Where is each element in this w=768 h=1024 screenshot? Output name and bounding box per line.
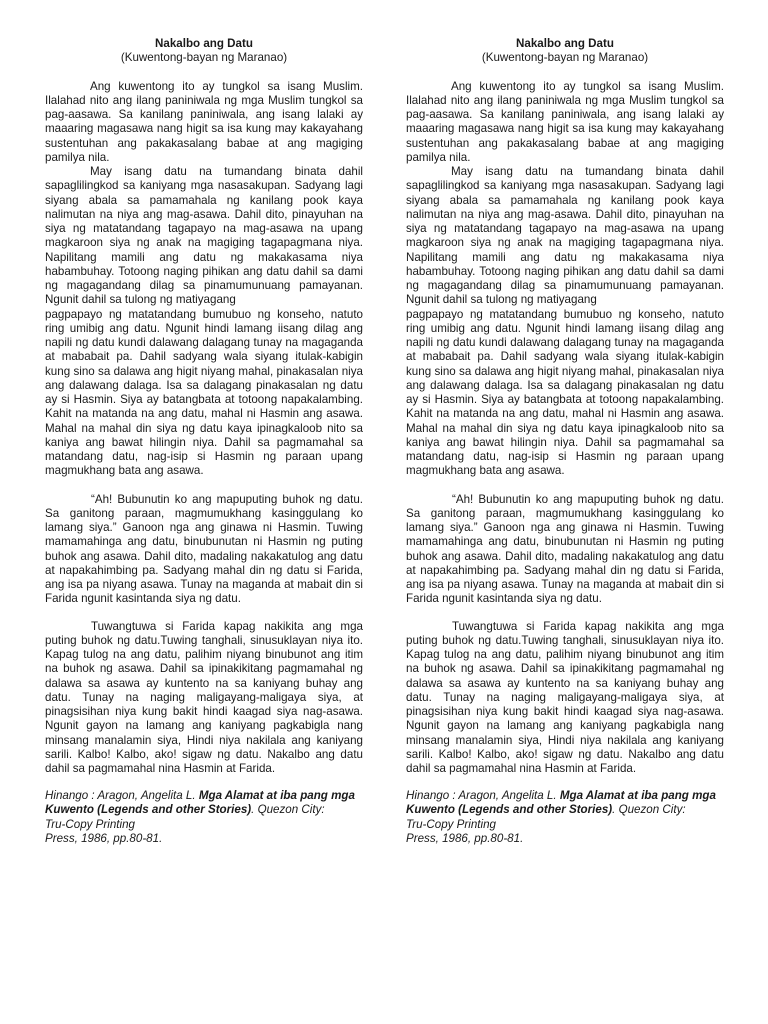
paragraph-council: pagpapayo ng matatandang bumubuo ng konseho, natuto ring umibig ang datu. Ngunit hindi lamang iisang dilag ang napili ng datu kundi dalawang dalagang tunay na magaganda at mababait pa. Dahil sadyang wala siyang itulak-kabigin kung sino sa dalawa ang higit niyang mahal, pinakasalan niya ang dalawang dalaga. Isa sa dalagang pinakasalan ng datu ay si Hasmin. Siya ay batangbata at totoong napakalambing. Kahit na matanda na ang datu, mahal ni Hasmin ang asawa. Mahal na mahal din siya ng datu kaya ipinagkaloob nito sa kaniya ang bawat hilingin niya. Dahil sa pagmamahal sa matandang datu, nag-isip si Hasmin ng paraan upang magmukhang bata ang asawa. [406,307,724,478]
citation-book-title-2: Kuwento (Legends and other Stories) [406,803,613,817]
story-title: Nakalbo ang Datu [155,37,253,50]
left-column [45,37,363,846]
paragraph-datu: May isang datu na tumandang binata dahil sapaglilingkod sa kaniyang mga nasasakupan. Sadyang lagi siyang abala sa pamamahala ng kanilang pook kaya nalimutan na niya ang mag-asawa. Dahil dito, pinayuhan na siya ng matatandang tagapayo na mag-asawa na upang magkaroon siya ng anak na magiging tagapagmana niya. Napilitang mamili ang datu ng makakasama niya habambuhay. Totoong naging pihikan ang datu dahil sa dami ng magagandang dilag sa pinamumunuang pamayanan. Ngunit dahil sa tulong ng matiyagang [45,165,363,307]
citation-book-title-2: Kuwento (Legends and other Stories) [45,803,252,817]
citation-book-title-1: Mga Alamat at iba pang mga [559,789,716,803]
citation-press: Press, 1986, pp.80-81. [45,831,163,845]
paragraph-hasmin-quote: “Ah! Bubunutin ko ang mapuputing buhok ng datu. Sa ganitong paraan, magmumukhang kasinggulang ko lamang siya.” Ganoon nga ang ginawa ni Hasmin. Tuwing mamamahinga ang datu, binubunutan ni Hasmin ng puting buhok ang asawa. Dahil dito, madaling nakakatulog ang datu at napakahimbing pa. Sadyang mahal din ng datu si Farida, ang isa pa niyang asawa. Tunay na maganda at mabait din si Farida ngunit kasintanda siya ng datu. [45,492,363,606]
paragraph-hasmin-quote: “Ah! Bubunutin ko ang mapuputing buhok ng datu. Sa ganitong paraan, magmumukhang kasinggulang ko lamang siya.” Ganoon nga ang ginawa ni Hasmin. Tuwing mamamahinga ang datu, binubunutan ni Hasmin ng puting buhok ang asawa. Dahil dito, madaling nakakatulog ang datu at napakahimbing pa. Sadyang mahal din ng datu si Farida, ang isa pa niyang asawa. Tunay na maganda at mabait din si Farida ngunit kasintanda siya ng datu. [406,492,724,606]
citation-publisher: Tru-Copy Printing [406,817,496,831]
citation-after-title: . Quezon City: [251,803,325,817]
citation-prefix: Hinango : Aragon, Angelita L. [45,789,199,803]
citation-publisher: Tru-Copy Printing [45,817,135,831]
paragraph-farida: Tuwangtuwa si Farida kapag nakikita ang mga puting buhok ng datu.Tuwing tanghali, sinusuklayan niya ito. Kapag tulog na ang datu, palihim niyang binubunot ang itim na buhok ng asawa. Dahil sa ipinakikitang pagmamahal ng dalawa sa asawa ay kuntento na sa kaniyang buhay ang datu. Tunay na naging maligayang-maligaya siya, at pinagsisihan niya kung bakit hindi kaagad siya nag-asawa. Ngunit gayon na lamang ang kaniyang pagkabigla nang minsang manalamin siya, Hindi niya nakilala ang kaniyang sarili. Kalbo! Kalbo, ako! sigaw ng datu. Nakalbo ang datu dahil sa pagmamahal nina Hasmin at Farida. [45,619,363,775]
citation-prefix: Hinango : Aragon, Angelita L. [406,789,560,803]
story-subtitle: (Kuwentong-bayan ng Maranao) [120,51,288,65]
paragraph-intro: Ang kuwentong ito ay tungkol sa isang Muslim. Ilalahad nito ang ilang paniniwala ng mga Muslim tungkol sa pag-aasawa. Sa kanilang paniniwala, ang isang lalaki ay maaaring magasawa nang higit sa isa kung may kakayahang sustentuhan ang pakakasalang babae at ang magiging pamilya nila. [406,79,724,164]
paragraph-datu: May isang datu na tumandang binata dahil sapaglilingkod sa kaniyang mga nasasakupan. Sadyang lagi siyang abala sa pamamahala ng kanilang pook kaya nalimutan na niya ang mag-asawa. Dahil dito, pinayuhan na siya ng matatandang tagapayo na mag-asawa na upang magkaroon siya ng anak na magiging tagapagmana niya. Napilitang mamili ang datu ng makakasama niya habambuhay. Totoong naging pihikan ang datu dahil sa dami ng magagandang dilag sa pinamumunuang pamayanan. Ngunit dahil sa tulong ng matiyagang [406,165,724,307]
citation [45,789,363,846]
right-column [406,37,724,846]
story-subtitle: (Kuwentong-bayan ng Maranao) [481,51,649,65]
citation-after-title: . Quezon City: [612,803,686,817]
paragraph-farida: Tuwangtuwa si Farida kapag nakikita ang mga puting buhok ng datu.Tuwing tanghali, sinusuklayan niya ito. Kapag tulog na ang datu, palihim niyang binubunot ang itim na buhok ng asawa. Dahil sa ipinakikitang pagmamahal ng dalawa sa asawa ay kuntento na sa kaniyang buhay ang datu. Tunay na naging maligayang-maligaya siya, at pinagsisihan niya kung bakit hindi kaagad siya nag-asawa. Ngunit gayon na lamang ang kaniyang pagkabigla nang minsang manalamin siya, Hindi niya nakilala ang kaniyang sarili. Kalbo! Kalbo, ako! sigaw ng datu. Nakalbo ang datu dahil sa pagmamahal nina Hasmin at Farida. [406,619,724,775]
citation [406,789,724,846]
paragraph-intro: Ang kuwentong ito ay tungkol sa isang Muslim. Ilalahad nito ang ilang paniniwala ng mga Muslim tungkol sa pag-aasawa. Sa kanilang paniniwala, ang isang lalaki ay maaaring magasawa nang higit sa isa kung may kakayahang sustentuhan ang pakakasalang babae at ang magiging pamilya nila. [45,79,363,164]
citation-press: Press, 1986, pp.80-81. [406,831,524,845]
story-title: Nakalbo ang Datu [516,37,614,50]
citation-book-title-1: Mga Alamat at iba pang mga [198,789,355,803]
paragraph-council: pagpapayo ng matatandang bumubuo ng konseho, natuto ring umibig ang datu. Ngunit hindi lamang iisang dilag ang napili ng datu kundi dalawang dalagang tunay na magaganda at mababait pa. Dahil sadyang wala siyang itulak-kabigin kung sino sa dalawa ang higit niyang mahal, pinakasalan niya ang dalawang dalaga. Isa sa dalagang pinakasalan ng datu ay si Hasmin. Siya ay batangbata at totoong napakalambing. Kahit na matanda na ang datu, mahal ni Hasmin ang asawa. Mahal na mahal din siya ng datu kaya ipinagkaloob nito sa kaniya ang bawat hilingin niya. Dahil sa pagmamahal sa matandang datu, nag-isip si Hasmin ng paraan upang magmukhang bata ang asawa. [45,307,363,478]
